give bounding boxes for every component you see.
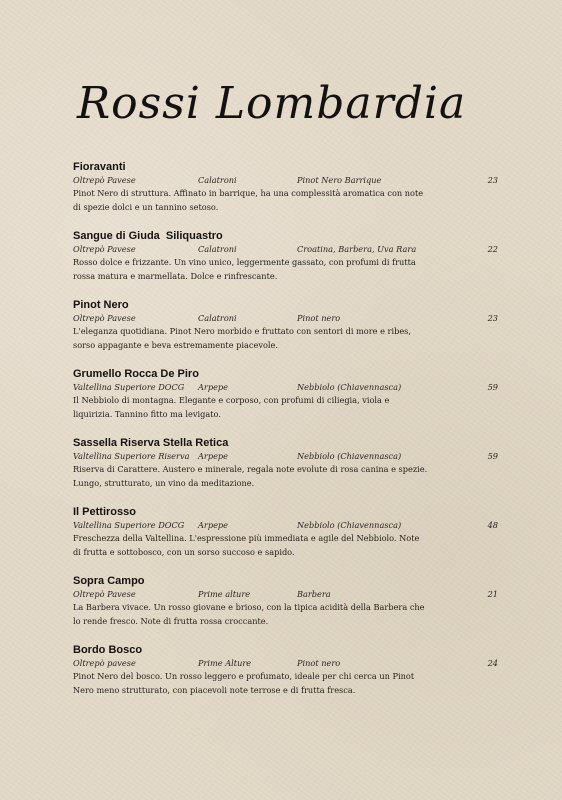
wine-price: 23 bbox=[487, 175, 498, 185]
wine-name: Pinot Nero bbox=[73, 299, 129, 311]
wine-name: Sopra Campo bbox=[73, 575, 145, 587]
wine-item bbox=[73, 575, 503, 628]
wine-item bbox=[73, 368, 503, 421]
wine-producer: Calatroni bbox=[198, 313, 237, 323]
wine-description: La Barbera vivace. Un rosso giovane e brioso, con la tipica acidità della Barbera che lo rende fresco. Note di frutta rossa croccante. bbox=[73, 602, 425, 626]
wine-item bbox=[73, 644, 503, 697]
wine-region: Oltrepò pavese bbox=[73, 658, 136, 668]
wine-description: Rosso dolce e frizzante. Un vino unico, leggermente gassato, con profumi di frutta rossa matura e marmellata. Dolce e rinfrescante. bbox=[73, 257, 416, 281]
wine-name: Fioravanti bbox=[73, 161, 126, 173]
wine-name: Bordo Bosco bbox=[73, 644, 143, 656]
wine-grape: Pinot nero bbox=[297, 658, 341, 668]
wine-price: 59 bbox=[487, 451, 498, 461]
wine-item bbox=[73, 506, 503, 559]
page-title: Rossi Lombardia bbox=[77, 78, 467, 129]
wine-region: Oltrepò Pavese bbox=[73, 175, 136, 185]
wine-region: Oltrepò Pavese bbox=[73, 589, 136, 599]
wine-name: Il Pettirosso bbox=[73, 506, 136, 518]
wine-price: 21 bbox=[487, 589, 498, 599]
wine-item bbox=[73, 230, 503, 283]
wine-grape: Pinot Nero Barrique bbox=[297, 175, 382, 185]
wine-grape: Nebbiolo (Chiavennasca) bbox=[297, 382, 402, 392]
wine-price: 22 bbox=[487, 244, 498, 254]
wine-producer: Calatroni bbox=[198, 244, 237, 254]
wine-description: Pinot Nero del bosco. Un rosso leggero e profumato, ideale per chi cerca un Pinot Nero meno strutturato, con piacevoli note terrose e di frutta fresca. bbox=[73, 671, 415, 695]
wine-region: Valtellina Superiore DOCG bbox=[73, 520, 185, 530]
wine-description: L'eleganza quotidiana. Pinot Nero morbido e fruttato con sentori di more e ribes, sorso appagante e beva estremamente piacevole. bbox=[73, 326, 411, 350]
wine-grape: Nebbiolo (Chiavennasca) bbox=[297, 520, 402, 530]
wine-producer: Arpepe bbox=[198, 451, 228, 461]
wine-name: Sassella Riserva Stella Retica bbox=[73, 437, 229, 449]
wine-region: Valtellina Superiore Riserva bbox=[73, 451, 190, 461]
wine-description: Riserva di Carattere. Austero e minerale, regala note evolute di rosa canina e spezie. Lungo, strutturato, un vino da meditazione. bbox=[73, 464, 428, 488]
wine-region: Oltrepò Pavese bbox=[73, 313, 136, 323]
wine-grape: Croatina, Barbera, Uva Rara bbox=[297, 244, 417, 254]
wine-grape: Nebbiolo (Chiavennasca) bbox=[297, 451, 402, 461]
wine-producer: Prime alture bbox=[198, 589, 251, 599]
wine-grape: Barbera bbox=[297, 589, 331, 599]
wine-price: 48 bbox=[487, 520, 498, 530]
wine-producer: Arpepe bbox=[198, 520, 228, 530]
wine-grape: Pinot nero bbox=[297, 313, 341, 323]
wine-producer: Calatroni bbox=[198, 175, 237, 185]
wine-item bbox=[73, 299, 503, 352]
wine-producer: Prime Alture bbox=[198, 658, 252, 668]
wine-region: Valtellina Superiore DOCG bbox=[73, 382, 185, 392]
wine-description: Il Nebbiolo di montagna. Elegante e corposo, con profumi di ciliegia, viola e liquirizia. Tannino fitto ma levigato. bbox=[73, 395, 390, 419]
wine-description: Pinot Nero di struttura. Affinato in barrique, ha una complessità aromatica con note di spezie dolci e un tannino setoso. bbox=[73, 188, 424, 212]
wine-price: 24 bbox=[487, 658, 498, 668]
wine-item bbox=[73, 437, 503, 490]
wine-region: Oltrepò Pavese bbox=[73, 244, 136, 254]
wine-name: Grumello Rocca De Piro bbox=[73, 368, 199, 380]
wine-producer: Arpepe bbox=[198, 382, 228, 392]
wine-item bbox=[73, 161, 503, 214]
wine-name: Sangue di Giuda Siliquastro bbox=[73, 230, 223, 242]
wine-description: Freschezza della Valtellina. L'espressione più immediata e agile del Nebbiolo. Note di frutta e sottobosco, con un sorso succoso e sapido. bbox=[73, 533, 420, 557]
wine-price: 59 bbox=[487, 382, 498, 392]
wine-price: 23 bbox=[487, 313, 498, 323]
